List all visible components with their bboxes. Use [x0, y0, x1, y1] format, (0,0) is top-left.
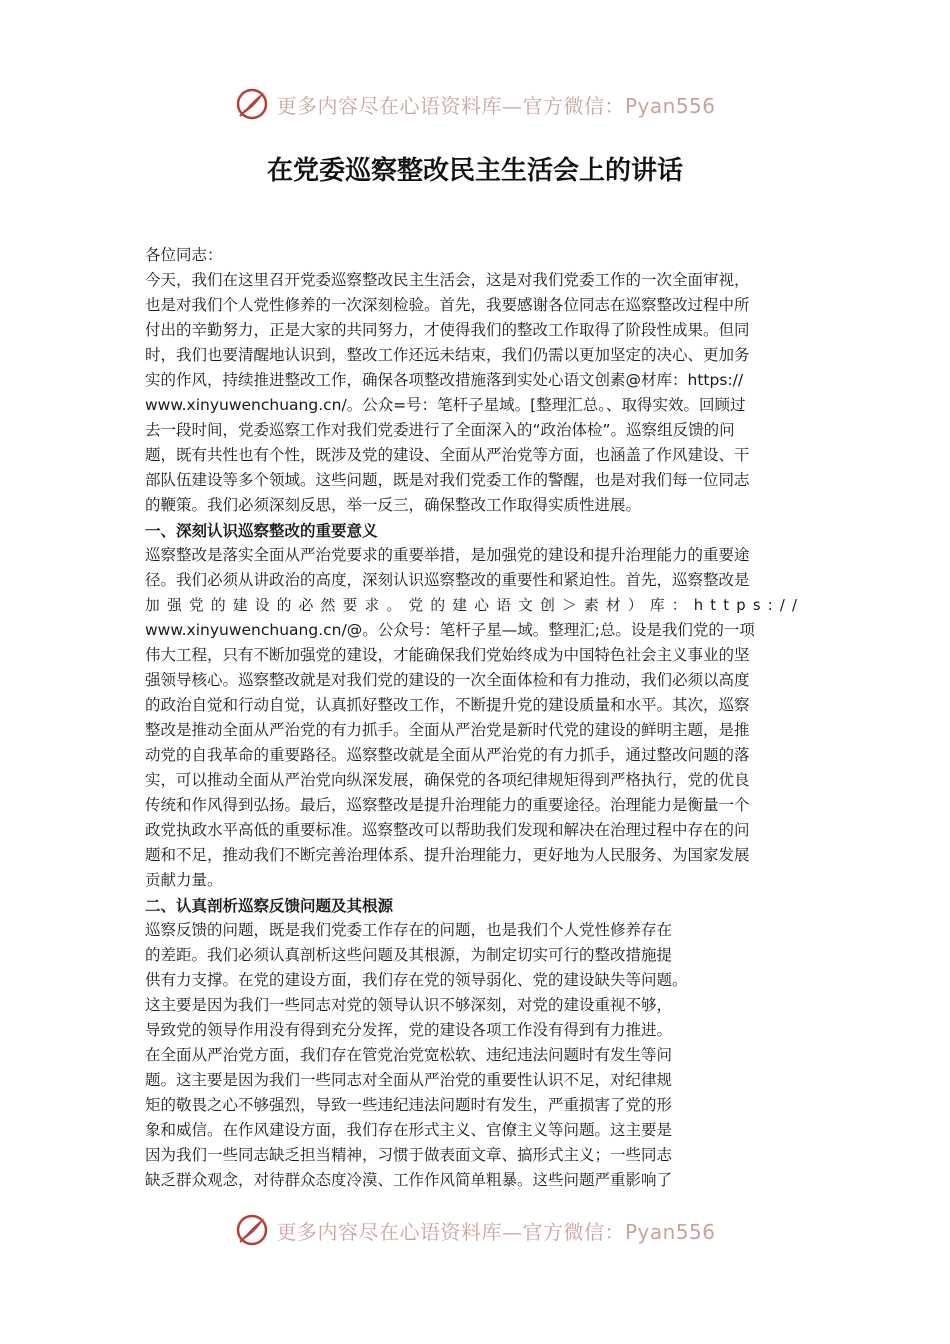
body-line: 巡察反馈的问题，既是我们党委工作存在的问题，也是我们个人党性修养存在: [145, 921, 673, 939]
body-line: 贡献力量。: [145, 871, 223, 889]
body-line: 供有力支撑。在党的建设方面，我们存在党的领导弱化、党的建设缺失等问题。: [145, 971, 688, 989]
body-line: 这主要是因为我们一些同志对党的领导认识不够深刻，对党的建设重视不够，: [145, 996, 673, 1014]
watermark-id: Pyan556: [624, 93, 716, 118]
body-line: 实，可以推动全面从严治党向纵深发展，确保党的各项纪律规矩得到严格执行，党的优良: [145, 771, 750, 789]
body-line: 付出的辛勤努力，正是大家的共同努力，才使得我们的整改工作取得了阶段性成果。但同: [145, 321, 750, 339]
watermark-id: Pyan556: [624, 1219, 716, 1244]
body-line: 巡察整改是落实全面从严治党要求的重要举措，是加强党的建设和提升治理能力的重要途: [145, 546, 750, 564]
body-line: 的差距。我们必须认真剖析这些问题及其根源，为制定切实可行的整改措施提: [145, 946, 673, 964]
body-line: 今天，我们在这里召开党委巡察整改民主生活会，这是对我们党委工作的一次全面审视，: [145, 271, 750, 289]
body-line: 加强党的建设的必然要求。党的建心语文创＞素材）库：https://: [145, 597, 805, 614]
body-line: 也是对我们个人党性修养的一次深刻检验。首先，我要感谢各位同志在巡察整改过程中所: [145, 296, 750, 314]
document-title: 在党委巡察整改民主生活会上的讲话: [266, 156, 683, 186]
watermark-text: 更多内容尽在心语资料库—官方微信：Pyan556: [276, 1219, 716, 1244]
body-line: 因为我们一些同志缺乏担当精神，习惯于做表面文章、搞形式主义；一些同志: [145, 1146, 673, 1164]
body-line: 导致党的领导作用没有得到充分发挥，党的建设各项工作没有得到有力推进。: [145, 1021, 673, 1039]
body-line: 伟大工程，只有不断加强党的建设，才能确保我们党始终成为中国特色社会主义事业的坚: [145, 646, 750, 664]
watermark-footer: [0, 1210, 950, 1250]
body-line: www.xinyuwenchuang.cn/。公众=号：笔杆子星域。[整理汇总。、取得实效。回顾过: [145, 396, 746, 414]
body-line: 整改是推动全面从严治党的有力抓手。全面从严治党是新时代党的建设的鲜明主题，是推: [145, 721, 750, 739]
body-line: 去一段时间，党委巡察工作对我们党委进行了全面深入的“政治体检”。巡察组反馈的问: [145, 421, 735, 439]
body-line: 题。这主要是因为我们一些同志对全面从严治党的重要性认识不足，对纪律规: [145, 1071, 673, 1089]
section-heading: 二、认真剖析巡察反馈问题及其根源: [145, 896, 394, 915]
body-line: 缺乏群众观念，对待群众态度冷漠、工作作风简单粗暴。这些问题严重影响了: [145, 1171, 673, 1189]
body-line: 实的作风，持续推进整改工作，确保各项整改措施落到实处心语文创素@材库：https://: [145, 371, 744, 389]
body-line: 题和不足，推动我们不断完善治理体系、提升治理能力，更好地为人民服务、为国家发展: [145, 846, 750, 864]
section-heading: 一、深刻认识巡察整改的重要意义: [145, 521, 378, 540]
body-line: 在全面从严治党方面，我们存在管党治党宽松软、违纪违法问题时有发生等问: [145, 1046, 673, 1064]
document-body: [145, 243, 807, 1193]
watermark-header: [0, 84, 950, 124]
body-line: 传统和作风得到弘扬。最后，巡察整改是提升治理能力的重要途径。治理能力是衡量一个: [145, 796, 750, 814]
body-line: 矩的敬畏之心不够强烈，导致一些违纪违法问题时有发生，严重损害了党的形: [145, 1096, 673, 1114]
quill-logo-icon: [234, 86, 270, 122]
body-line: 的鞭策。我们必须深刻反思，举一反三，确保整改工作取得实质性进展。: [145, 496, 642, 514]
body-line: 径。我们必须从讲政治的高度，深刻认识巡察整改的重要性和紧迫性。首先，巡察整改是: [145, 571, 750, 589]
body-line: 象和威信。在作风建设方面，我们存在形式主义、官僚主义等问题。这主要是: [145, 1121, 673, 1139]
body-line: 政党执政水平高低的重要标准。巡察整改可以帮助我们发现和解决在治理过程中存在的问: [145, 821, 750, 839]
body-line: 的政治自觉和行动自觉，认真抓好整改工作，不断提升党的建设质量和水平。其次，巡察: [145, 696, 750, 714]
salutation: 各位同志：: [145, 246, 223, 264]
body-line: 题，既有共性也有个性，既涉及党的建设、全面从严治党等方面，也涵盖了作风建设、干: [145, 446, 750, 464]
quill-logo-icon: [234, 1212, 270, 1248]
watermark-text: 更多内容尽在心语资料库—官方微信：Pyan556: [276, 93, 716, 118]
body-line: 强领导核心。巡察整改就是对我们党的建设的一次全面体检和有力推动，我们必须以高度: [145, 671, 750, 689]
body-line: www.xinyuwenchuang.cn/@。公众号：笔杆子星—域。整理汇;总。设是我们党的一项: [145, 621, 755, 639]
body-line: 部队伍建设等多个领域。这些问题，既是对我们党委工作的警醒，也是对我们每一位同志: [145, 471, 750, 489]
body-line: 时，我们也要清醒地认识到，整改工作还远未结束，我们仍需以更加坚定的决心、更加务: [145, 346, 750, 364]
body-line: 动党的自我革命的重要路径。巡察整改就是全面从严治党的有力抓手，通过整改问题的落: [145, 746, 750, 764]
